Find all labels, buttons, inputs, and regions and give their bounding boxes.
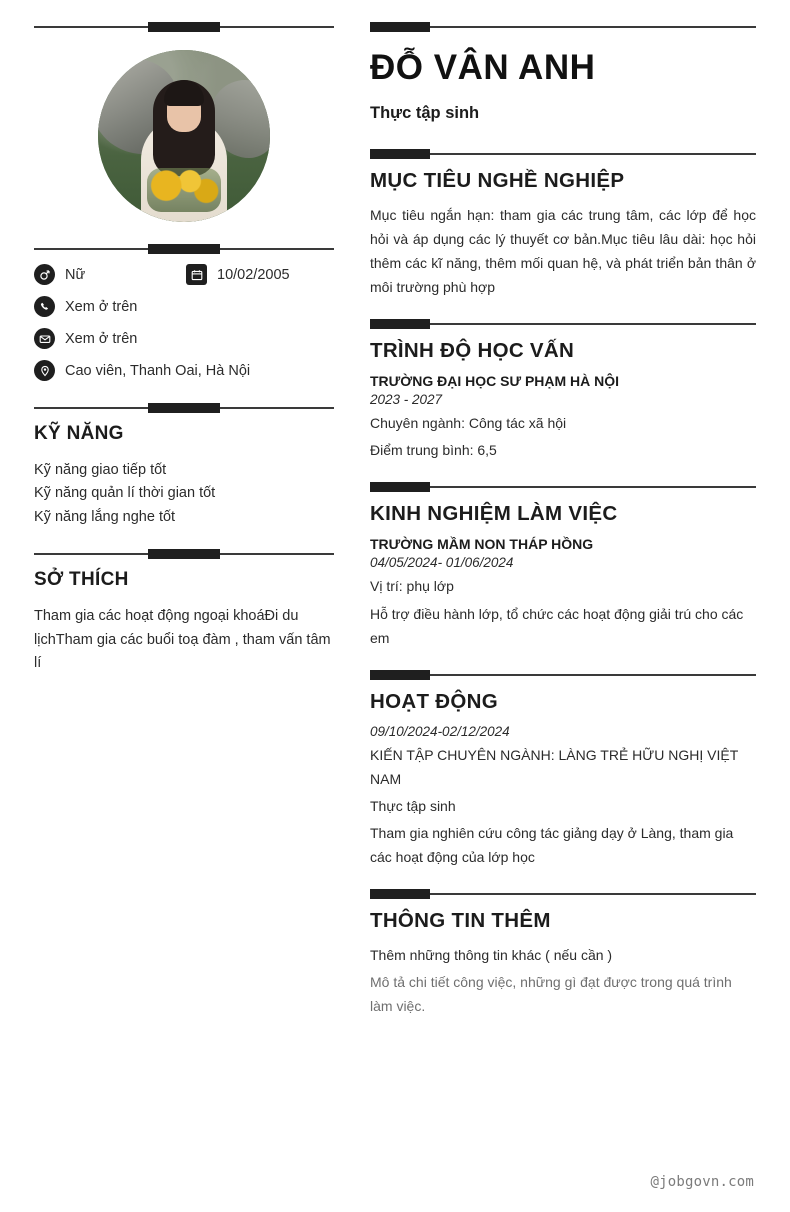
left-column: [34, 22, 352, 1212]
activities-role: Thực tập sinh: [370, 797, 456, 814]
experience-company: TRƯỜNG MẦM NON THÁP HỒNG: [370, 536, 594, 553]
contact-dob-value: 10/02/2005: [217, 266, 290, 283]
education-period: 2023 - 2027: [370, 392, 443, 408]
divider-skills: [34, 403, 334, 413]
mail-icon: [34, 328, 55, 349]
divider-hobbies: [34, 549, 334, 559]
skill-item: Kỹ năng lắng nghe tốt: [34, 508, 176, 525]
skills-section: [34, 423, 334, 529]
page-title: ĐỖ VÂN ANH: [370, 48, 596, 87]
experience-position: Vị trí: phụ lớp: [370, 578, 454, 595]
watermark: @jobgovn.com: [650, 1174, 754, 1190]
contact-address-value: Cao viên, Thanh Oai, Hà Nội: [65, 362, 251, 379]
job-role: Thực tập sinh: [370, 104, 480, 122]
hobbies-section: [34, 569, 334, 675]
divider-top-right: [370, 22, 756, 32]
contact-phone-value: Xem ở trên: [65, 298, 138, 315]
experience-description: Hỗ trợ điều hành lớp, tổ chức các hoạt động giải trú cho các em: [370, 605, 744, 646]
experience-section: [370, 502, 756, 649]
additional-line-2: Mô tả chi tiết công việc, những gì đạt được trong quá trình làm việc.: [370, 974, 732, 1015]
contact-row-phone: [34, 296, 334, 317]
divider-objective: [370, 149, 756, 159]
gender-icon: [34, 264, 55, 285]
divider-activities: [370, 670, 756, 680]
contact-dob: [186, 264, 290, 285]
hobbies-title: SỞ THÍCH: [34, 569, 129, 591]
contact-gender: [34, 264, 186, 285]
objective-text: Mục tiêu ngắn hạn: tham gia các trung tâm, các lớp để học hỏi và áp dụng các lý thuyết cơ bản.Mục tiêu lâu dài: học hỏi thêm các kĩ năng, thêm mối quan hệ, và phát triển bản thân ở môi trường phù hợp: [370, 207, 756, 296]
calendar-icon: [186, 264, 207, 285]
objective-section: [370, 169, 756, 299]
education-major: Chuyên ngành: Công tác xã hội: [370, 415, 567, 432]
divider-experience: [370, 482, 756, 492]
additional-line-1: Thêm những thông tin khác ( nếu cần ): [370, 947, 613, 964]
location-pin-icon: [34, 360, 55, 381]
contact-phone: [34, 296, 186, 317]
contact-email: [34, 328, 186, 349]
phone-icon: [34, 296, 55, 317]
contact-email-value: Xem ở trên: [65, 330, 138, 347]
experience-title: KINH NGHIỆM LÀM VIỆC: [370, 502, 618, 526]
skill-item: Kỹ năng quản lí thời gian tốt: [34, 485, 216, 502]
profile-photo: [98, 50, 270, 222]
contact-row-email: [34, 328, 334, 349]
contact-info: [34, 264, 334, 381]
objective-title: MỤC TIÊU NGHỀ NGHIỆP: [370, 169, 625, 192]
activities-description: Tham gia nghiên cứu công tác giảng dạy ở Làng, tham gia các hoạt động của lớp học: [370, 824, 734, 866]
education-gpa: Điểm trung bình: 6,5: [370, 442, 497, 459]
right-column: [352, 22, 756, 1212]
divider-below-photo: [34, 244, 334, 254]
contact-gender-value: Nữ: [65, 266, 86, 283]
education-title: TRÌNH ĐỘ HỌC VẤN: [370, 339, 575, 363]
activities-section: [370, 690, 756, 869]
additional-title: THÔNG TIN THÊM: [370, 909, 551, 933]
divider-additional: [370, 889, 756, 899]
skills-title: KỸ NĂNG: [34, 423, 124, 444]
hobbies-text: Tham gia các hoạt động ngoại khoáĐi du lịchTham gia các buổi toạ đàm , tham vấn tâm lí: [34, 608, 331, 672]
experience-period: 04/05/2024- 01/06/2024: [370, 555, 514, 571]
additional-section: [370, 909, 756, 1018]
education-section: [370, 339, 756, 462]
avatar: [34, 50, 334, 222]
education-school: TRƯỜNG ĐẠI HỌC SƯ PHẠM HÀ NỘI: [370, 373, 620, 390]
contact-row-gender-dob: [34, 264, 334, 285]
activities-title: HOẠT ĐỘNG: [370, 689, 498, 713]
contact-address: [34, 360, 250, 381]
activities-name: KIẾN TẬP CHUYÊN NGÀNH: LÀNG TRẺ HỮU NGHỊ VIỆT NAM: [370, 746, 738, 787]
divider-top-left: [34, 22, 334, 32]
activities-period: 09/10/2024-02/12/2024: [370, 723, 510, 739]
contact-row-address: [34, 360, 334, 381]
skill-item: Kỹ năng giao tiếp tốt: [34, 462, 167, 478]
divider-education: [370, 319, 756, 329]
